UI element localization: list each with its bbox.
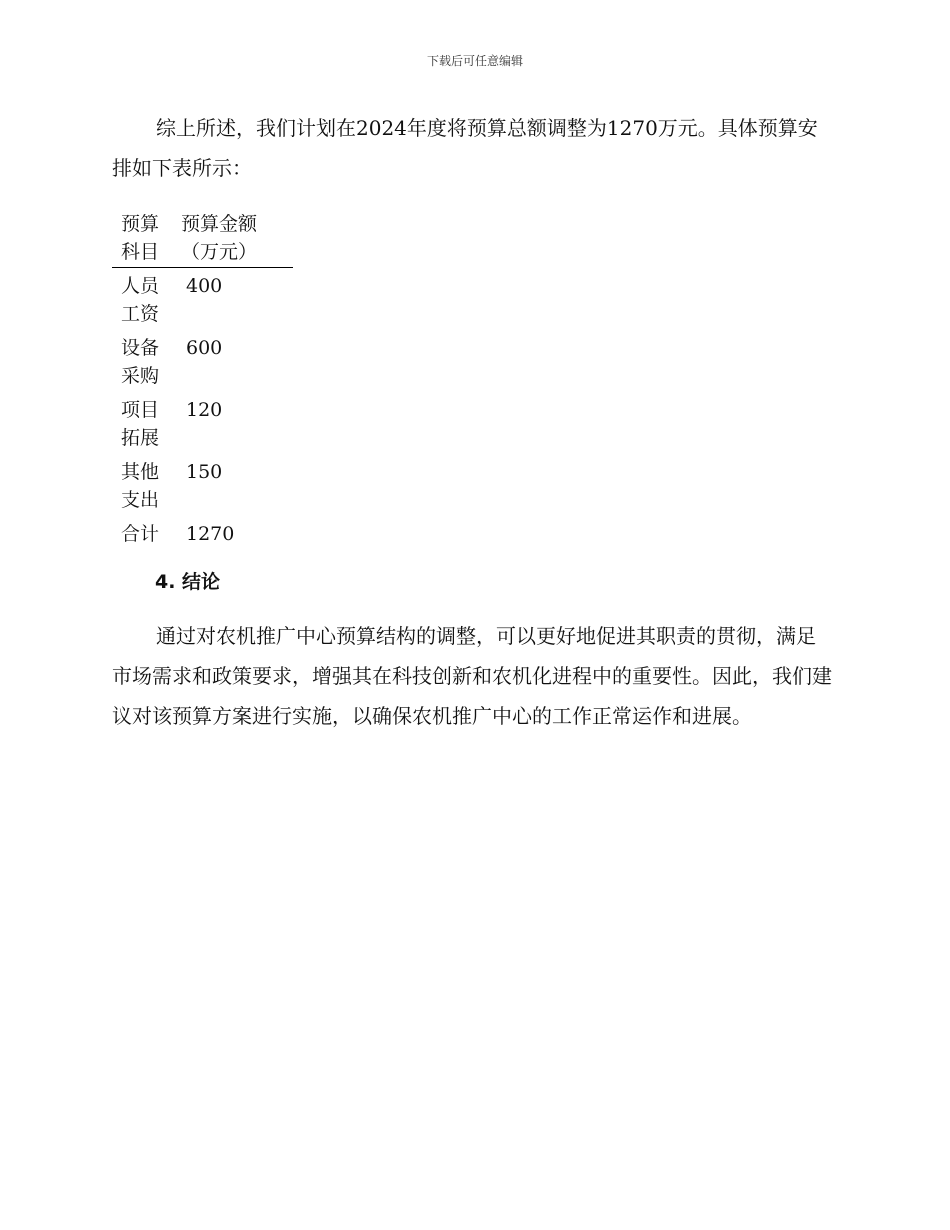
cell-amount: 120 [186, 399, 223, 421]
cell-item: 设备采购 [121, 337, 160, 387]
cell-item: 其他支出 [121, 461, 160, 511]
table-row [112, 334, 293, 390]
conclusion-paragraph: 通过对农机推广中心预算结构的调整，可以更好地促进其职责的贯彻，满足市场需求和政策要求，增强其在科技创新和农机化进程中的重要性。因此，我们建议对该预算方案进行实施，以确保农机推广中心的工作正常运作和进展。 [112, 624, 832, 728]
page-header: 下载后可任意编辑 [426, 54, 523, 68]
header-budget-amount: 预算金额（万元） [181, 213, 258, 263]
cell-amount: 600 [186, 337, 223, 359]
table-row [112, 396, 293, 452]
table-header-row [112, 210, 293, 268]
table-row [112, 272, 293, 328]
cell-amount: 400 [186, 275, 223, 297]
cell-amount: 1270 [186, 523, 235, 545]
cell-item: 人员工资 [121, 275, 160, 325]
cell-item: 项目拓展 [121, 399, 160, 449]
table-row [112, 458, 293, 514]
table-total-row [112, 520, 293, 548]
section-heading: 4. 结论 [155, 571, 221, 593]
intro-paragraph: 综上所述，我们计划在2024年度将预算总额调整为1270万元。具体预算安排如下表所示： [112, 116, 818, 180]
cell-amount: 150 [186, 461, 223, 483]
cell-item: 合计 [121, 523, 160, 545]
header-budget-item: 预算科目 [121, 213, 160, 263]
budget-table [112, 210, 293, 554]
